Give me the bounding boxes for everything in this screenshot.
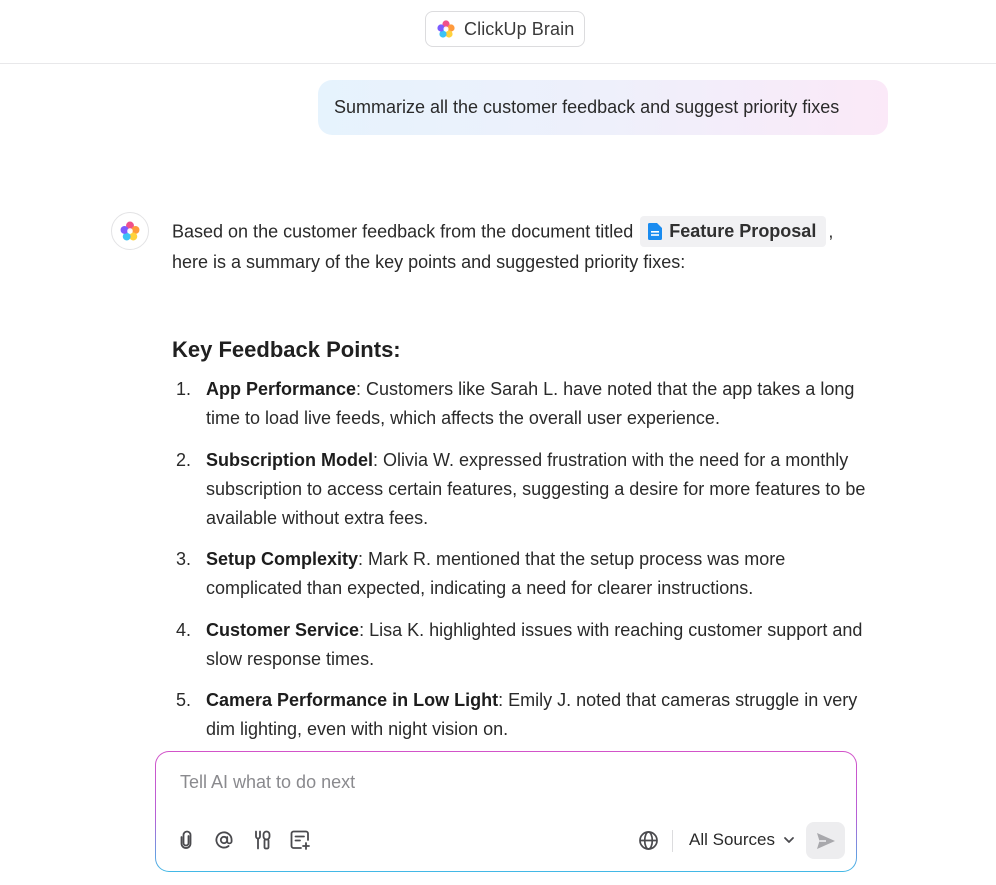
attachment-icon [176,830,196,850]
list-item [172,375,872,433]
prompt-template-icon [289,829,311,851]
response-intro-comma: , [828,221,834,242]
list-item [172,446,872,533]
list-item-text: : Olivia W. expressed frustration with the need for a monthly subscription to access certain features, suggesting a desire for more features to be available without extra fees. [206,450,866,528]
list-item-number: 5. [176,690,192,710]
response-intro-line2: here is a summary of the key points and suggested priority fixes: [172,252,686,272]
brand-pill[interactable] [425,11,585,47]
header [0,0,996,64]
mention-icon [214,830,234,850]
user-message-bubble [318,80,888,135]
list-item [172,545,872,603]
list-item-title: Subscription Model [206,450,374,470]
feedback-list [172,375,892,739]
list-item-text: : Mark R. mentioned that the setup process was more complicated than expected, indicating a need for clearer instructions. [206,549,786,598]
list-item-text: : Customers like Sarah L. have noted that the app takes a long time to load live feeds, which affects the overall user experience. [206,379,855,428]
ai-avatar [111,212,149,250]
list-item-title: Setup Complexity [206,549,359,569]
composer [155,751,857,872]
user-message-text: Summarize all the customer feedback and suggest priority fixes [334,97,840,117]
list-item-number: 1. [176,379,192,399]
attachment-button[interactable] [174,828,198,852]
document-chip[interactable] [640,216,826,247]
sources-label: All Sources [689,830,775,849]
send-button[interactable] [806,822,845,859]
list-item-number: 2. [176,450,192,470]
ai-response-intro [172,217,882,277]
prompt-input[interactable] [180,772,820,793]
list-item-title: App Performance [206,379,357,399]
sources-dropdown[interactable] [689,826,795,854]
chevron-down-icon [783,836,795,844]
tools-icon [251,829,273,851]
response-intro-text: Based on the customer feedback from the document titled [172,221,634,242]
list-item-text: : Emily J. noted that cameras struggle in very dim lighting, even with night vision on. [206,690,858,739]
prompt-template-button[interactable] [288,828,312,852]
section-heading: Key Feedback Points: [172,337,401,362]
app-title: ClickUp Brain [464,18,575,39]
document-chip-label: Feature Proposal [669,221,817,241]
globe-icon [638,830,659,851]
document-icon [648,223,662,240]
list-item-title: Customer Service [206,620,360,640]
clickup-brain-logo-icon [119,220,141,242]
list-item-number: 4. [176,620,192,640]
mention-button[interactable] [212,828,236,852]
tools-button[interactable] [250,828,274,852]
send-icon [816,832,836,850]
web-search-button[interactable] [636,828,660,852]
clickup-brain-logo-icon [436,19,456,39]
list-item-title: Camera Performance in Low Light [206,690,499,710]
list-item-number: 3. [176,549,192,569]
composer-divider [672,830,673,852]
list-item-text: : Lisa K. highlighted issues with reaching customer support and slow response times. [206,620,863,669]
list-item [172,616,872,674]
list-item [172,686,872,744]
